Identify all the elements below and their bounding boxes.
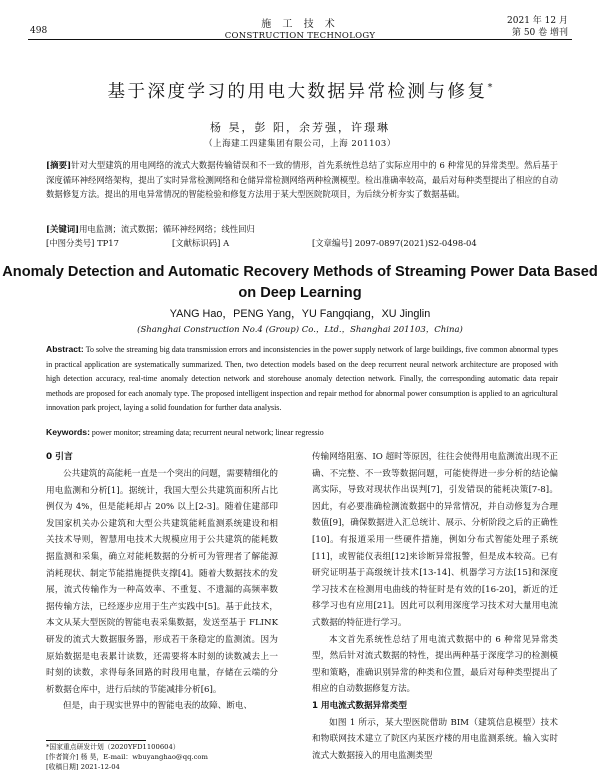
keywords-en-text: power monitor; streaming data; recurrent neural network; linear regressio <box>91 428 324 437</box>
affiliation-en: (Shanghai Construction No.4 (Group) Co.，Ltd.，Shanghai 201103，China) <box>137 325 463 335</box>
abstract-en-text: To solve the streaming big data transmission errors and inconsistencies in the power supply network of large buildings, five common abnormal types in practical application are systematically summarized. Then, two detection models based on the deep recurrent neural network architecture are proposed with high detection accuracy, real-time anomaly detection network and storehouse anomaly detection network. Finally, the corresponding automatic data repair methods are proposed for each anomaly type. The proposed intelligent inspection and repair method for abnormal power consumption is applied to an agricultural innovation park project, laying a solid foundation for further data analysis. <box>46 345 558 413</box>
paper-title-cn: 基于深度学习的用电大数据异常检测与修复* <box>107 82 493 102</box>
keywords-en <box>46 425 558 440</box>
document-code: [文献标识码] A <box>172 238 230 248</box>
issue-info <box>507 15 568 39</box>
classification-row <box>46 236 558 250</box>
body-column-left <box>46 449 278 715</box>
abstract-en <box>46 342 558 416</box>
paragraph: 传输网络阻塞、IO 超时等原因，往往会使得用电监测流出现不正确、不完整、不一致等数据问题，可能使得进一步分析的结论偏离实际，导致对现状作出误判[7]，引发错误的能耗决策[7-8]。因此，有必要准确检测流数据中的异常情况，并自动修复为合理数值[9]，确保数据进入汇总统计、展示、分析阶段之后的正确性[10]。有报道采用一些硬件措施，例如分布式智能处理子系统[11]，或智能仪表组[12]来诊断异常报警，但是成本较高。已有研究证明基于高级统计技术[13-14]、机器学习方法[15]和深度学习技术在检测用电曲线的特征时是有效的[16-20]，新近的迁移学习也有应用[21]。因此可以利用深度学习技术对大量用电流式数据的特征进行学习。 <box>312 452 558 628</box>
header-rule <box>28 39 572 40</box>
issue-date: 2021 年 12 月 <box>507 16 568 26</box>
paragraph: 公共建筑的高能耗一直是一个突出的问题，需要精细化的用电监测和分析[1]。据统计，我国大型公共建筑面积所占比例仅为 4%，但是能耗却占 20% 以上[2-3]。随着住建部印发国家机关办公建筑和大型公共建筑能耗监测系统建设和相关技术导则，智慧用电技术大规模应用于公共建筑的能耗数据监测和采集，确立对能耗数据的分析可为管理者了解能源消耗现状、制定节能措施提供支撑[4]。随着大数据技术的发展，流式传输作为一种高效率、不重复、不遗漏的高频率数据传输方法，已经逐步应用于生产实践中[5]。基于此技术，本文从某大型医院的智能电表采集数据，发送至基于 FLINK 研发的流式大数据服务器，形成若干条稳定的监测流。因为原始数据是电表累计读数，还需要将本时刻的读数减去上一时刻的读数，求得每条回路的时段用电量，存储在云端的分析数据仓库中，进行后续的节能减排分析[6]。 <box>46 469 278 695</box>
section-heading-introduction: 0 引言 <box>46 452 73 462</box>
page-number: 498 <box>30 26 48 36</box>
clc-number: [中图分类号] TP17 <box>46 238 119 248</box>
paragraph: 但是，由于现实世界中的智能电表的故障、断电、 <box>63 701 253 712</box>
fund-note: *国家重点研发计划（2020YFD1100604） <box>46 743 180 751</box>
keywords-cn-text: 用电监测；流式数据；循环神经网络；线性回归 <box>79 224 255 234</box>
authors-en: YANG Hao，PENG Yang，YU Fangqiang，XU Jinglin <box>169 308 431 320</box>
article-number: [文章编号] 2097-0897(2021)S2-0498-04 <box>312 238 477 248</box>
paper-title-en: Anomaly Detection and Automatic Recovery Methods of Streaming Power Data Based on Deep Learning <box>2 264 598 301</box>
footnote <box>46 743 286 772</box>
received-date: [收稿日期] 2021-12-04 <box>46 762 120 771</box>
author-note: [作者简介] 杨 昊，E-mail：wbuyanghao@qq.com <box>46 752 208 761</box>
authors-cn: 杨 昊，彭 阳，余芳强，许璟琳 <box>210 121 390 134</box>
body-column-right <box>312 449 558 764</box>
abstract-cn <box>46 158 558 202</box>
keywords-cn-label: [关键词] <box>46 224 80 234</box>
keywords-cn <box>46 222 558 236</box>
affiliation-cn: （上海建工四建集团有限公司，上海 201103） <box>204 139 396 149</box>
abstract-en-label: Abstract: <box>46 344 84 354</box>
paragraph: 本文首先系统性总结了用电流式数据中的 6 种常见异常类型，然后针对流式数据的特性，提出两种基于深度学习的检测模型和策略，准确识别异常的种类和位置，最后对每种类型提出了相应的自动数据修复方法。 <box>312 634 558 695</box>
journal-name-en: CONSTRUCTION TECHNOLOGY <box>224 31 376 41</box>
keywords-en-label: Keywords: <box>46 427 90 437</box>
issue-volume: 第 50 卷 增刊 <box>511 28 568 38</box>
abstract-cn-text: 针对大型建筑的用电网络的流式大数据传输错误和不一致的情形，首先系统性总结了实际应用中的 6 种常见的异常类型。然后基于深度循环神经网络架构，提出了实时异常检测网络和仓储异常检测网络两种检测模型。检出准确率较高，最后对每种类型提出了相应的自动数据修复方法。提出的用电异常情况的智能检验和修复方法用于某大型医院院项目，为后续分析夯实了数据基础。 <box>46 160 558 200</box>
fund-mark: * <box>487 82 493 94</box>
paragraph: 如图 1 所示，某大型医院借助 BIM（建筑信息模型）技术和物联网技术建立了院区内某医疗楼的用电监测系统。输入实时流式大数据接入的用电监测类型 <box>312 717 558 761</box>
section-heading-anomaly-types: 1 用电流式数据异常类型 <box>312 700 407 711</box>
abstract-cn-label: [摘要] <box>46 160 72 170</box>
journal-name-cn: 施 工 技 术 <box>261 19 339 30</box>
footnote-rule <box>46 740 146 741</box>
